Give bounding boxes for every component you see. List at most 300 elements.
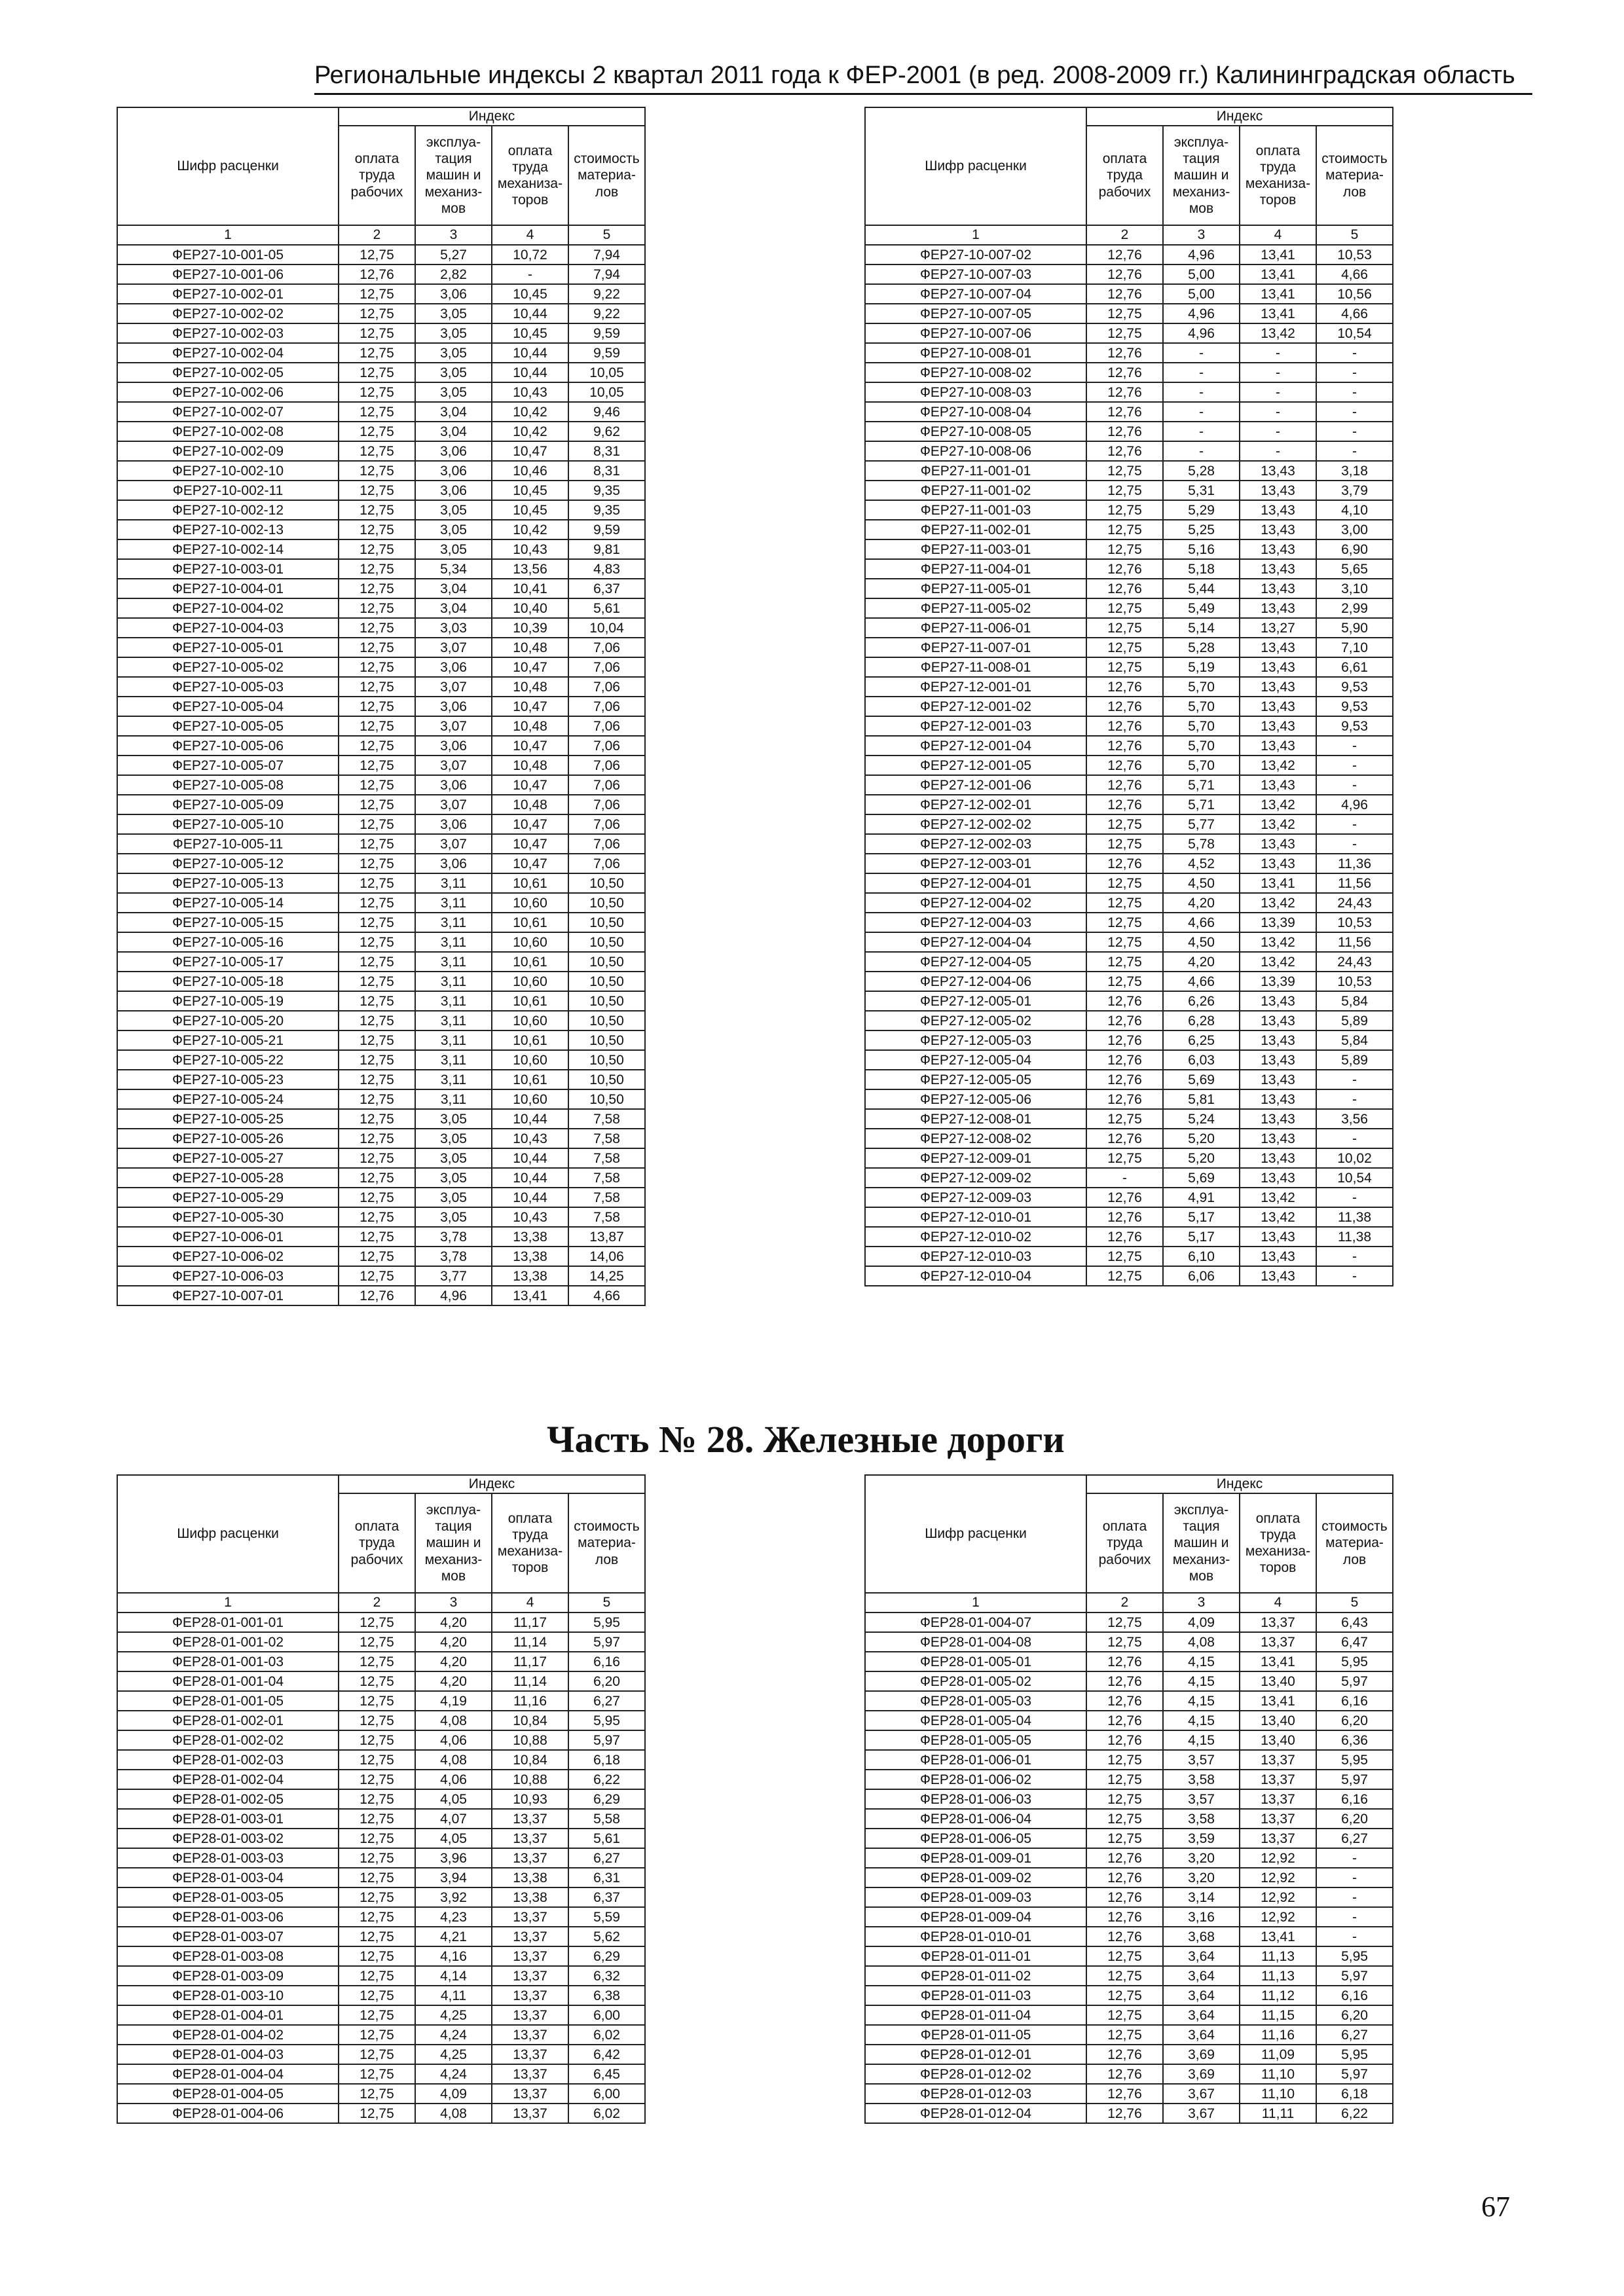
index-value-cell: 7,06: [568, 736, 645, 756]
column-header-mech-labor: оплата труда механиза-торов: [1240, 126, 1316, 225]
index-value-cell: 10,50: [568, 1089, 645, 1109]
index-value-cell: 3,06: [415, 854, 492, 873]
index-value-cell: 12,76: [1086, 716, 1163, 736]
index-value-cell: 5,59: [568, 1907, 645, 1927]
index-value-cell: 12,75: [339, 1207, 415, 1227]
index-value-cell: 13,37: [492, 2005, 568, 2025]
column-header-code: Шифр расценки: [117, 1475, 339, 1593]
index-value-cell: -: [1316, 1089, 1393, 1109]
index-value-cell: 10,05: [568, 382, 645, 402]
rate-code-cell: ФЕР28-01-006-04: [865, 1809, 1086, 1829]
index-value-cell: 6,27: [1316, 1829, 1393, 1848]
rate-code-cell: ФЕР27-10-002-06: [117, 382, 339, 402]
table-row: [117, 1770, 645, 1789]
table-row: [117, 441, 645, 461]
index-value-cell: 7,58: [568, 1109, 645, 1129]
index-value-cell: 4,08: [415, 1750, 492, 1770]
index-value-cell: 12,76: [1086, 441, 1163, 461]
table-row: [865, 1770, 1393, 1789]
index-value-cell: 3,07: [415, 795, 492, 814]
rate-code-cell: ФЕР28-01-009-03: [865, 1887, 1086, 1907]
index-value-cell: 3,05: [415, 304, 492, 323]
index-value-cell: 5,97: [1316, 2064, 1393, 2084]
rate-code-cell: ФЕР28-01-012-04: [865, 2104, 1086, 2123]
table-row: [865, 1711, 1393, 1730]
rate-code-cell: ФЕР27-10-005-19: [117, 991, 339, 1011]
index-value-cell: 7,06: [568, 638, 645, 657]
column-number-3: 3: [415, 225, 492, 245]
index-value-cell: 3,07: [415, 716, 492, 736]
rate-code-cell: ФЕР27-10-002-02: [117, 304, 339, 323]
index-value-cell: 12,75: [339, 579, 415, 598]
rate-code-cell: ФЕР27-12-009-03: [865, 1188, 1086, 1207]
table-row: [865, 2045, 1393, 2064]
index-value-cell: 7,58: [568, 1129, 645, 1148]
table-row: [117, 1266, 645, 1286]
index-value-cell: 3,64: [1163, 2025, 1240, 2045]
index-value-cell: -: [1316, 1907, 1393, 1927]
index-value-cell: 11,16: [1240, 2025, 1316, 2045]
index-value-cell: 12,75: [1086, 618, 1163, 638]
title-underline: [314, 93, 1532, 95]
index-value-cell: -: [1316, 775, 1393, 795]
table-row: [865, 579, 1393, 598]
rate-code-cell: ФЕР27-10-005-03: [117, 677, 339, 697]
index-value-cell: 3,07: [415, 834, 492, 854]
index-value-cell: 6,18: [568, 1750, 645, 1770]
index-value-cell: 5,65: [1316, 559, 1393, 579]
index-value-cell: 12,76: [1086, 1188, 1163, 1207]
index-value-cell: 4,66: [1316, 304, 1393, 323]
index-value-cell: 10,60: [492, 932, 568, 952]
rate-code-cell: ФЕР27-10-005-08: [117, 775, 339, 795]
table-row: [117, 1613, 645, 1632]
index-value-cell: 5,28: [1163, 638, 1240, 657]
rate-code-cell: ФЕР27-10-006-03: [117, 1266, 339, 1286]
table-row: [117, 1227, 645, 1247]
index-table-part28-right: [864, 1474, 1393, 2124]
index-value-cell: 3,78: [415, 1227, 492, 1247]
index-table-part28-left: [117, 1474, 646, 2124]
index-value-cell: 13,43: [1240, 1011, 1316, 1030]
table-row: [865, 1227, 1393, 1247]
index-value-cell: 12,75: [339, 1168, 415, 1188]
table-row: [117, 1750, 645, 1770]
index-value-cell: 12,75: [1086, 304, 1163, 323]
index-value-cell: 13,38: [492, 1247, 568, 1266]
table-row: [117, 1848, 645, 1868]
index-value-cell: 3,05: [415, 1109, 492, 1129]
index-value-cell: 12,75: [339, 795, 415, 814]
index-value-cell: 3,56: [1316, 1109, 1393, 1129]
index-value-cell: 7,94: [568, 245, 645, 264]
index-value-cell: 12,76: [1086, 2045, 1163, 2064]
index-value-cell: 12,75: [1086, 1946, 1163, 1966]
index-value-cell: 11,13: [1240, 1966, 1316, 1986]
index-value-cell: -: [1240, 343, 1316, 363]
rate-code-cell: ФЕР27-10-005-20: [117, 1011, 339, 1030]
index-value-cell: 13,43: [1240, 854, 1316, 873]
rate-code-cell: ФЕР27-11-003-01: [865, 539, 1086, 559]
index-value-cell: 10,50: [568, 1030, 645, 1050]
index-value-cell: 4,83: [568, 559, 645, 579]
index-value-cell: 13,43: [1240, 775, 1316, 795]
index-value-cell: 12,76: [1086, 1129, 1163, 1148]
index-value-cell: 12,75: [339, 1946, 415, 1966]
index-value-cell: 12,76: [1086, 2064, 1163, 2084]
index-value-cell: 10,53: [1316, 972, 1393, 991]
index-value-cell: 10,44: [492, 343, 568, 363]
index-value-cell: 12,75: [1086, 1770, 1163, 1789]
index-value-cell: 13,37: [492, 2104, 568, 2123]
index-value-cell: 10,61: [492, 913, 568, 932]
index-value-cell: 13,43: [1240, 520, 1316, 539]
rate-code-cell: ФЕР28-01-003-08: [117, 1946, 339, 1966]
table-row: [865, 1613, 1393, 1632]
index-value-cell: -: [1316, 1247, 1393, 1266]
index-value-cell: 13,37: [492, 1946, 568, 1966]
rate-code-cell: ФЕР27-10-005-21: [117, 1030, 339, 1050]
rate-code-cell: ФЕР27-10-008-02: [865, 363, 1086, 382]
index-value-cell: 6,37: [568, 1887, 645, 1907]
rate-code-cell: ФЕР28-01-001-02: [117, 1632, 339, 1652]
index-value-cell: 3,03: [415, 618, 492, 638]
table-row: [865, 1691, 1393, 1711]
index-value-cell: 12,75: [1086, 1613, 1163, 1632]
index-value-cell: 7,06: [568, 697, 645, 716]
table-row: [865, 343, 1393, 363]
index-value-cell: 13,41: [1240, 245, 1316, 264]
rate-code-cell: ФЕР27-10-005-05: [117, 716, 339, 736]
rate-code-cell: ФЕР28-01-003-07: [117, 1927, 339, 1946]
table-row: [865, 284, 1393, 304]
index-value-cell: 10,42: [492, 402, 568, 422]
index-value-cell: 12,75: [1086, 323, 1163, 343]
index-value-cell: 12,75: [339, 323, 415, 343]
table-row: [117, 1207, 645, 1227]
index-value-cell: -: [1086, 1168, 1163, 1188]
index-value-cell: 12,75: [339, 873, 415, 893]
index-value-cell: 10,50: [568, 913, 645, 932]
index-value-cell: 7,10: [1316, 638, 1393, 657]
index-value-cell: 12,76: [1086, 559, 1163, 579]
index-value-cell: 10,46: [492, 461, 568, 481]
index-value-cell: 12,76: [1086, 1868, 1163, 1887]
table-row: [865, 756, 1393, 775]
index-value-cell: 6,22: [568, 1770, 645, 1789]
table-row: [117, 795, 645, 814]
table-row: [865, 481, 1393, 500]
index-value-cell: 12,76: [339, 1286, 415, 1305]
rate-code-cell: ФЕР28-01-006-05: [865, 1829, 1086, 1848]
index-value-cell: 11,14: [492, 1632, 568, 1652]
table-row: [117, 1966, 645, 1986]
table-row: [865, 559, 1393, 579]
table-row: [865, 677, 1393, 697]
rate-code-cell: ФЕР28-01-009-01: [865, 1848, 1086, 1868]
index-value-cell: 3,58: [1163, 1809, 1240, 1829]
table-row: [865, 814, 1393, 834]
index-value-cell: 6,00: [568, 2084, 645, 2104]
index-value-cell: 13,42: [1240, 893, 1316, 913]
table-row: [865, 363, 1393, 382]
index-value-cell: 11,13: [1240, 1946, 1316, 1966]
index-value-cell: 11,56: [1316, 932, 1393, 952]
index-value-cell: -: [1163, 441, 1240, 461]
index-value-cell: 12,75: [339, 1613, 415, 1632]
index-value-cell: 10,61: [492, 991, 568, 1011]
index-value-cell: 12,76: [1086, 264, 1163, 284]
rate-code-cell: ФЕР27-10-005-07: [117, 756, 339, 775]
index-value-cell: 3,06: [415, 461, 492, 481]
column-header-labor: оплата труда рабочих: [339, 1493, 415, 1593]
table-row: [117, 1168, 645, 1188]
index-value-cell: 6,37: [568, 579, 645, 598]
index-value-cell: 11,10: [1240, 2064, 1316, 2084]
table-row: [117, 1148, 645, 1168]
column-header-mech-labor: оплата труда механиза-торов: [492, 1493, 568, 1593]
rate-code-cell: ФЕР27-12-008-01: [865, 1109, 1086, 1129]
index-value-cell: 13,43: [1240, 1089, 1316, 1109]
index-value-cell: 12,75: [339, 2104, 415, 2123]
index-value-cell: 13,41: [1240, 873, 1316, 893]
rate-code-cell: ФЕР27-12-004-03: [865, 913, 1086, 932]
rate-code-cell: ФЕР27-10-002-08: [117, 422, 339, 441]
index-value-cell: 13,37: [1240, 1750, 1316, 1770]
section-heading: Часть № 28. Железные дороги: [547, 1418, 1065, 1461]
rate-code-cell: ФЕР27-10-005-30: [117, 1207, 339, 1227]
index-value-cell: 3,06: [415, 441, 492, 461]
index-value-cell: 12,76: [1086, 245, 1163, 264]
index-value-cell: 12,75: [339, 932, 415, 952]
rate-code-cell: ФЕР28-01-001-04: [117, 1671, 339, 1691]
index-value-cell: 5,71: [1163, 775, 1240, 795]
index-value-cell: 6,27: [1316, 2025, 1393, 2045]
index-value-cell: 13,43: [1240, 1109, 1316, 1129]
rate-code-cell: ФЕР27-11-005-01: [865, 579, 1086, 598]
table-row: [865, 1188, 1393, 1207]
index-value-cell: 10,50: [568, 1070, 645, 1089]
index-value-cell: 10,04: [568, 618, 645, 638]
rate-code-cell: ФЕР27-10-005-25: [117, 1109, 339, 1129]
index-value-cell: 12,75: [1086, 500, 1163, 520]
index-value-cell: 12,76: [1086, 854, 1163, 873]
index-value-cell: 13,40: [1240, 1671, 1316, 1691]
index-value-cell: 12,75: [1086, 873, 1163, 893]
rate-code-cell: ФЕР27-12-010-02: [865, 1227, 1086, 1247]
table-row: [865, 245, 1393, 264]
table-row: [865, 1671, 1393, 1691]
table-row: [865, 323, 1393, 343]
index-value-cell: 7,06: [568, 834, 645, 854]
index-value-cell: 12,76: [1086, 1907, 1163, 1927]
column-header-machines: эксплуа-тация машин и механиз-мов: [1163, 126, 1240, 225]
index-value-cell: 10,47: [492, 657, 568, 677]
index-value-cell: 3,58: [1163, 1770, 1240, 1789]
index-value-cell: 9,53: [1316, 697, 1393, 716]
index-value-cell: 3,04: [415, 579, 492, 598]
index-value-cell: 12,75: [339, 481, 415, 500]
index-value-cell: 3,06: [415, 775, 492, 795]
rate-code-cell: ФЕР28-01-006-01: [865, 1750, 1086, 1770]
index-value-cell: 2,82: [415, 264, 492, 284]
rate-code-cell: ФЕР28-01-005-04: [865, 1711, 1086, 1730]
table-row: [117, 1986, 645, 2005]
column-header-machines: эксплуа-тация машин и механиз-мов: [415, 126, 492, 225]
rate-code-cell: ФЕР28-01-001-03: [117, 1652, 339, 1671]
index-value-cell: 5,00: [1163, 264, 1240, 284]
table-row: [117, 579, 645, 598]
index-value-cell: 5,28: [1163, 461, 1240, 481]
index-value-cell: -: [1316, 1927, 1393, 1946]
index-value-cell: 10,53: [1316, 245, 1393, 264]
column-header-materials: стоимость материа-лов: [568, 1493, 645, 1593]
rate-code-cell: ФЕР27-10-002-05: [117, 363, 339, 382]
rate-code-cell: ФЕР28-01-002-05: [117, 1789, 339, 1809]
index-value-cell: 4,08: [415, 2104, 492, 2123]
table-row: [117, 1671, 645, 1691]
index-value-cell: 12,75: [339, 657, 415, 677]
rate-code-cell: ФЕР27-10-005-10: [117, 814, 339, 834]
rate-code-cell: ФЕР28-01-004-06: [117, 2104, 339, 2123]
index-value-cell: 12,75: [1086, 1966, 1163, 1986]
index-value-cell: 13,43: [1240, 559, 1316, 579]
column-header-index: Индекс: [339, 107, 645, 126]
table-row: [117, 598, 645, 618]
index-value-cell: 7,06: [568, 814, 645, 834]
page-title: Региональные индексы 2 квартал 2011 года к ФЕР-2001 (в ред. 2008-2009 гг.) Калининградская область: [314, 62, 1515, 89]
index-value-cell: 6,28: [1163, 1011, 1240, 1030]
index-value-cell: 10,54: [1316, 1168, 1393, 1188]
rate-code-cell: ФЕР27-11-001-02: [865, 481, 1086, 500]
index-value-cell: 13,41: [1240, 1691, 1316, 1711]
table-row: [117, 1927, 645, 1946]
index-value-cell: 3,11: [415, 991, 492, 1011]
rate-code-cell: ФЕР27-10-004-01: [117, 579, 339, 598]
index-value-cell: 10,39: [492, 618, 568, 638]
rate-code-cell: ФЕР28-01-003-04: [117, 1868, 339, 1887]
index-value-cell: 12,75: [339, 284, 415, 304]
index-value-cell: 12,75: [339, 1632, 415, 1652]
index-value-cell: 12,76: [1086, 1207, 1163, 1227]
index-value-cell: 12,76: [1086, 343, 1163, 363]
index-value-cell: 13,37: [1240, 1789, 1316, 1809]
index-value-cell: 12,75: [339, 1770, 415, 1789]
index-value-cell: 3,11: [415, 952, 492, 972]
index-value-cell: 5,25: [1163, 520, 1240, 539]
table-row: [865, 264, 1393, 284]
index-value-cell: 5,70: [1163, 736, 1240, 756]
index-value-cell: 4,20: [1163, 952, 1240, 972]
rate-code-cell: ФЕР27-12-003-01: [865, 854, 1086, 873]
index-value-cell: -: [1316, 1848, 1393, 1868]
index-value-cell: 4,15: [1163, 1671, 1240, 1691]
rate-code-cell: ФЕР28-01-012-02: [865, 2064, 1086, 2084]
index-value-cell: 4,96: [1163, 304, 1240, 323]
index-value-cell: 7,58: [568, 1188, 645, 1207]
index-value-cell: 10,88: [492, 1730, 568, 1750]
index-value-cell: 3,11: [415, 893, 492, 913]
index-value-cell: 10,47: [492, 736, 568, 756]
rate-code-cell: ФЕР27-10-005-29: [117, 1188, 339, 1207]
index-value-cell: 5,69: [1163, 1168, 1240, 1188]
table-row: [117, 539, 645, 559]
index-value-cell: -: [1240, 422, 1316, 441]
index-value-cell: 12,76: [1086, 677, 1163, 697]
index-value-cell: -: [1163, 343, 1240, 363]
index-value-cell: 12,75: [339, 716, 415, 736]
index-value-cell: 12,75: [339, 1848, 415, 1868]
index-value-cell: 4,15: [1163, 1730, 1240, 1750]
index-value-cell: 3,77: [415, 1266, 492, 1286]
rate-code-cell: ФЕР28-01-001-05: [117, 1691, 339, 1711]
table-row: [865, 1946, 1393, 1966]
table-row: [117, 1070, 645, 1089]
index-value-cell: 5,84: [1316, 991, 1393, 1011]
index-value-cell: 5,14: [1163, 618, 1240, 638]
index-value-cell: 12,92: [1240, 1848, 1316, 1868]
rate-code-cell: ФЕР28-01-004-03: [117, 2045, 339, 2064]
index-value-cell: 5,17: [1163, 1207, 1240, 1227]
rate-code-cell: ФЕР27-10-005-27: [117, 1148, 339, 1168]
index-value-cell: 12,76: [1086, 1652, 1163, 1671]
index-value-cell: 3,06: [415, 284, 492, 304]
rate-code-cell: ФЕР27-10-002-11: [117, 481, 339, 500]
index-value-cell: 12,75: [339, 834, 415, 854]
index-value-cell: 7,06: [568, 677, 645, 697]
index-value-cell: 13,41: [1240, 284, 1316, 304]
rate-code-cell: ФЕР27-10-008-05: [865, 422, 1086, 441]
index-value-cell: 13,43: [1240, 716, 1316, 736]
table-row: [117, 520, 645, 539]
index-value-cell: 12,75: [339, 461, 415, 481]
table-row: [117, 422, 645, 441]
index-value-cell: 3,05: [415, 520, 492, 539]
index-value-cell: 4,25: [415, 2005, 492, 2025]
index-value-cell: 5,97: [568, 1632, 645, 1652]
index-value-cell: 13,37: [492, 2025, 568, 2045]
index-value-cell: 10,44: [492, 1109, 568, 1129]
index-value-cell: -: [1240, 382, 1316, 402]
table-row: [117, 1030, 645, 1050]
table-row: [117, 1109, 645, 1129]
index-value-cell: 12,76: [1086, 795, 1163, 814]
column-number-2: 2: [1086, 225, 1163, 245]
index-value-cell: 7,58: [568, 1207, 645, 1227]
index-value-cell: 13,41: [492, 1286, 568, 1305]
rate-code-cell: ФЕР27-10-005-02: [117, 657, 339, 677]
rate-code-cell: ФЕР27-10-006-02: [117, 1247, 339, 1266]
table-row: [865, 873, 1393, 893]
index-value-cell: -: [1316, 834, 1393, 854]
index-value-cell: 10,40: [492, 598, 568, 618]
index-value-cell: 5,77: [1163, 814, 1240, 834]
index-value-cell: 10,44: [492, 1188, 568, 1207]
index-value-cell: 5,20: [1163, 1129, 1240, 1148]
rate-code-cell: ФЕР28-01-006-03: [865, 1789, 1086, 1809]
table-row: [117, 481, 645, 500]
index-value-cell: 3,05: [415, 1168, 492, 1188]
index-value-cell: 6,47: [1316, 1632, 1393, 1652]
column-number-2: 2: [339, 1593, 415, 1613]
index-value-cell: 12,76: [1086, 382, 1163, 402]
index-value-cell: -: [1163, 402, 1240, 422]
index-value-cell: 6,22: [1316, 2104, 1393, 2123]
index-value-cell: 4,11: [415, 1986, 492, 2005]
index-value-cell: 12,75: [339, 1887, 415, 1907]
index-value-cell: 4,24: [415, 2025, 492, 2045]
index-value-cell: 4,05: [415, 1829, 492, 1848]
